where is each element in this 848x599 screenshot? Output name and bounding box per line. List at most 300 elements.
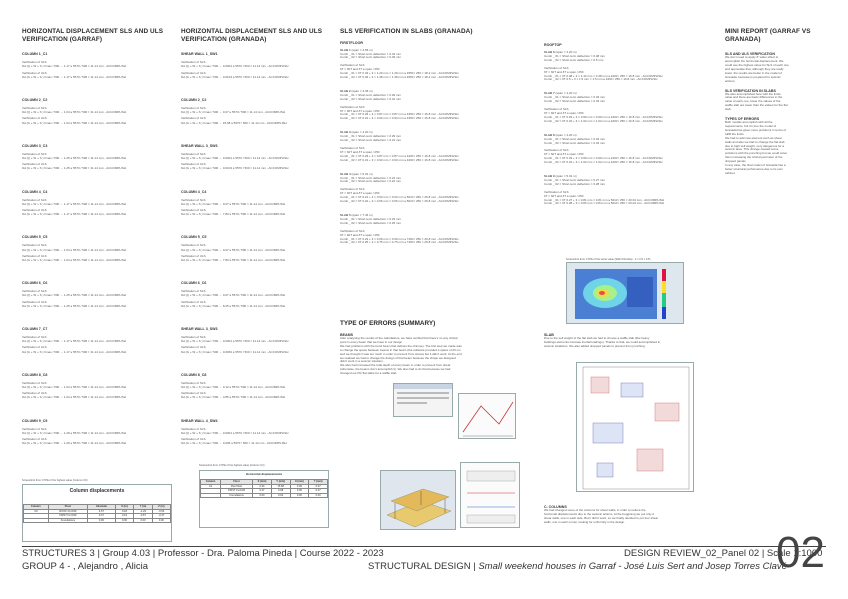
- cype-beam-detail-screenshot: [460, 462, 520, 528]
- sls-formula: δH (Q + W + S ) hmax / 500 → 0.0001 ≤ 5570 / 500 = 11.14 mm - ACCOMPLISH: [181, 64, 289, 69]
- cype-3d-model-screenshot: [380, 470, 456, 530]
- slab-span: (span = 4.20 m): [555, 50, 577, 54]
- deflection-line: Comb _ 02 = Short-term deflection = 0.22 mm: [340, 179, 402, 184]
- uls-label: Verification of ULS: [22, 208, 47, 213]
- uls-label: Verification of ULS: [181, 345, 206, 350]
- table-header-cell: Column: [201, 480, 221, 485]
- verification-line: Comb _ 02 = δT 0.34 + 3 × 1.02 mm = 1.02 mm ≤ 4200 / 250 = 16.8 mm - ACCOMPLISH: [544, 160, 663, 165]
- group-name: COLUMN 2_C2: [22, 98, 48, 102]
- uls-label: Verification of ULS: [181, 162, 206, 167]
- table-cell: 0.18: [115, 509, 134, 514]
- verification-line: Verification of SLS: [340, 187, 365, 192]
- uls-formula: δH (G + W + S ) hmax / 500 → 0.0103 ≤ 5570 / 500 = 11.14 mm - ACCOMPLISH: [181, 74, 289, 79]
- beams-title: BEAMS: [340, 333, 353, 337]
- verification-line: δT = δ0T and δT ≤ span / 250: [340, 232, 380, 237]
- group-name: COLUMN 4_C4: [22, 189, 48, 194]
- report-line: We also accomplished here with the limits: [725, 91, 781, 96]
- verification-line: Verification of SLS: [544, 65, 569, 70]
- table-row: [24, 518, 171, 523]
- verification-line: Comb _ 01 = δT 0.29 + 3 × 0.87 mm = 0.87 mm ≤ 4350 / 250 = 16.8 mm - ACCOMPLISH: [340, 112, 459, 117]
- deflection-line: Comb _ 02 = Short-term deflection = 0.46 mm: [340, 55, 402, 60]
- verification-group: [181, 144, 331, 171]
- slab-span: (span = 5.01 m): [351, 171, 373, 176]
- text-line: we realised we had to change the design of that beam because the shape we designed: [340, 355, 456, 360]
- group-name: COLUMN 5_C5: [22, 235, 48, 240]
- sls-formula: δH (Q + W + S ) hmax / 500 → 1.17 ≤ 5570 / 500 = 11.14 mm - ACCOMPLISH: [22, 64, 127, 69]
- uls-formula: δH (G + W + S ) hmax / 500 → 1.04 ≤ 5570 / 500 = 11.14 mm - ACCOMPLISH: [22, 258, 127, 263]
- slab-verification: [340, 90, 530, 121]
- uls-label: Verification of ULS: [181, 70, 206, 75]
- uls-formula: δH (G + W + S ) hmax / 500 → 3.85 ≤ 5570 / 500 = 11.14 mm - ACCOMPLISH: [181, 395, 286, 400]
- text-line: We had changed some of the columns for shear walls, in order to reduce the: [544, 508, 646, 512]
- verification-line: δT = δ0T and δT ≤ span / 250: [544, 69, 584, 74]
- uls-label: Verification of ULS: [22, 253, 47, 258]
- sls-label: Verification of SLS: [181, 243, 206, 248]
- deflection-line: Comb _ 02 = Short-term deflection = 0.31 mm: [340, 138, 402, 143]
- table-cell: FIRST FLOOR: [48, 514, 87, 519]
- table-cell: 0.06: [290, 484, 309, 489]
- slab-verification: [340, 131, 530, 162]
- verification-line: Comb _ 01 = δT 0.33 + 3 × 0.99 mm = 0.99 mm ≤ 4200 / 250 = 16.8 mm - ACCOMPLISH: [544, 156, 663, 161]
- column-slabs: [340, 28, 530, 245]
- text-line: walls, one in each corner, looking for uniformity in the design.: [544, 519, 626, 524]
- report-section-title: SLS VERIFICATION IN SLABS: [725, 88, 776, 93]
- table-cell: C2: [201, 484, 221, 489]
- table-cell: Roof floor: [221, 484, 253, 489]
- verification-group: [22, 281, 172, 308]
- table-cell: ROOF FLOOR: [48, 509, 87, 514]
- table-cell: Foundations: [221, 493, 253, 498]
- slab-name: SLAB 7: [544, 91, 555, 96]
- verification-group: [181, 327, 331, 354]
- deflection-contour-plot: [567, 263, 684, 324]
- section-title-slabs: SLS VERIFICATION IN SLABS (GRANADA): [340, 28, 473, 35]
- table-header-cell: X (mm): [290, 480, 309, 485]
- table-cell: 0.00: [134, 518, 152, 523]
- sls-formula: δH (Q + W + S ) hmax / 500 → 0.0001 ≤ 5570 / 500 = 11.14 mm - ACCOMPLISH: [181, 156, 289, 161]
- report-line: problems with the punching but we could solve: [725, 151, 788, 156]
- report-line: due to high self weight, very dangerous for a: [725, 143, 785, 148]
- table-cell: 0.07: [309, 484, 328, 489]
- deflection-line: Comb _ 01 = Short-term deflection = 0.23 mm: [340, 216, 402, 221]
- errors-title: TYPE OF ERRORS (SUMMARY): [340, 320, 436, 327]
- group-name: COLUMN 2_C2: [181, 98, 207, 102]
- verification-line: δT = δ0T and δT ≤ span / 250: [340, 149, 380, 154]
- uls-label: Verification of ULS: [22, 345, 47, 350]
- table-header-cell: Y (mm): [271, 480, 290, 485]
- table-header-cell: Floor: [48, 505, 87, 510]
- sls-label: Verification of SLS: [22, 60, 47, 65]
- verification-group: [181, 98, 331, 125]
- verification-line: Comb _ 01 = δT 0.21 + 3 × 0.63 mm = 0.63 mm ≤ 5010 / 250 = 29.8 mm - ACCOMPLISH: [340, 195, 459, 200]
- text-line: point in every beam that we have in our design.: [340, 339, 403, 344]
- verification-line: Verification of SLS: [544, 107, 569, 112]
- sls-formula: δH (Q + W + S ) hmax / 500 → 0.07 ≤ 5570 / 500 = 11.14 mm - ACCOMPLISH: [181, 293, 286, 298]
- report-line: Granada has given more problems in terms of: [725, 127, 787, 132]
- slab-name: SLAB 5: [340, 212, 351, 217]
- deflection-line: Comb _ 01 = Short-term deflection = 0.21 mm: [340, 175, 402, 180]
- sls-formula: δH (Q + W + S ) hmax / 500 → 1.29 ≤ 5570 / 500 = 11.14 mm - ACCOMPLISH: [22, 430, 127, 435]
- verification-line: Comb _ 01 = δT 0.33 + 3 × 0.99 mm = 0.99 mm ≤ 4200 / 250 = 16.8 mm - ACCOMPLISH: [544, 114, 663, 119]
- text-line: We also had increased the total depth of every beam in order to prevent from shear: [340, 363, 451, 368]
- sls-label: Verification of SLS: [22, 380, 47, 385]
- table-cell: -0.54: [152, 509, 170, 514]
- verification-line: Comb _ 02 = δT 0.28 + 3 × 0.84 mm = 0.84 mm ≤ 5010 / 250 = 20.04 mm - ACCOMPLISH: [544, 201, 665, 206]
- verification-group: [22, 327, 172, 354]
- report-line: requirements, but it's true the model of: [725, 123, 777, 128]
- report-section-title: SLS AND ULS VERIFICATION: [725, 52, 775, 57]
- table-header-cell: X (mm): [253, 480, 272, 485]
- uls-formula: δH (G + W + S ) hmax / 500 → 7.80 ≤ 5570 / 500 = 11.14 mm - ACCOMPLISH: [181, 258, 286, 263]
- table-cell: 4.67: [88, 509, 116, 514]
- verification-line: Comb _ 02 = δT 0.31 + 3 × 0.93 mm = 0.93 mm ≤ 4350 / 250 = 16.8 mm - ACCOMPLISH: [340, 116, 459, 121]
- table-cell: 0.06: [290, 489, 309, 494]
- sls-formula: δH (Q + W + S ) hmax / 500 → 0.12 ≤ 5570 / 500 = 11.14 mm - ACCOMPLISH: [181, 385, 286, 390]
- column-displacement-table-screenshot: [22, 484, 172, 542]
- report-section: [725, 52, 831, 83]
- columns-title: C. COLUMNS: [544, 505, 567, 509]
- sls-label: Verification of SLS: [181, 426, 206, 431]
- table-cell: -1.29: [134, 509, 152, 514]
- slab-span: (span = 7.46 m): [351, 212, 373, 217]
- report-line: Granada, because is prepared for seismic: [725, 74, 781, 79]
- verification-line: Comb _ 02 = δT 0.31 + 3 × 0.93 mm = 0.93 mm ≤ 4200 / 250 = 16.8 mm - ACCOMPLISH: [340, 157, 459, 162]
- slab-span: (span = 4.20 m): [351, 130, 373, 135]
- report-line: value and there are basic differences in the: [725, 95, 783, 100]
- table-cell: -0.67: [134, 514, 152, 519]
- text-line: to change the space between beams in that beam (the software provided a space of 20 cm: [340, 347, 461, 352]
- slab-title: SLAB: [544, 333, 554, 337]
- slab-verification: [340, 214, 530, 245]
- sls-label: Verification of SLS: [22, 197, 47, 202]
- slab-span: (span = 5.01 m): [555, 174, 577, 179]
- sls-label: Verification of SLS: [22, 335, 47, 340]
- text-line: shear walls, one in each side. But it didn't work, so we finally decided to put four shear: [544, 515, 659, 520]
- deflection-line: Comb _ 01 = Short-term deflection = 0.29 mm: [340, 92, 402, 97]
- verification-group: [181, 235, 331, 262]
- slab-name: SLAB 6: [544, 50, 555, 54]
- table-title: Horizontal displacements: [245, 472, 283, 476]
- slab-span: (span = 4.35 m): [351, 88, 373, 93]
- footer-project-name: Small weekend houses in Garraf: [478, 561, 616, 572]
- slab-span: (span = 4.20 m): [555, 132, 577, 137]
- table-cell: 0.47: [88, 514, 116, 519]
- sls-formula: δH (Q + W + S ) hmax / 500 → 0.07 ≤ 5570 / 500 = 11.14 mm - ACCOMPLISH: [181, 110, 286, 115]
- group-name: COLUMN 3_C3: [22, 143, 48, 148]
- uls-formula: δH (G + W + S ) hmax / 500 → 1.17 ≤ 5570 / 500 = 11.14 mm - ACCOMPLISH: [22, 74, 127, 79]
- sls-label: Verification of SLS: [22, 243, 47, 248]
- slab-verification: [544, 175, 724, 206]
- table-cell: [201, 493, 221, 498]
- sls-label: Verification of SLS: [181, 335, 206, 340]
- section-title-mini-report: MINI REPORT (GARRAF VS GRANADA): [725, 28, 811, 43]
- deflection-line: Comb _ 02 = Short-term deflection = 0.5 mm: [544, 57, 604, 62]
- group-name: SHEAR WALL 4_SW4: [181, 418, 218, 423]
- slab-verification: [340, 173, 530, 204]
- verification-group: [181, 52, 331, 79]
- slab-verification: [544, 51, 724, 82]
- uls-formula: δH (G + W + S ) hmax / 500 → 8.25 ≤ 5570 / 500 = 11.14 mm - ACCOMPLISH: [181, 303, 286, 308]
- uls-formula: δH (G + W + S ) hmax / 500 → 1.17 ≤ 5570 / 500 = 11.14 mm - ACCOMPLISH: [22, 212, 127, 217]
- sls-label: Verification of SLS: [22, 106, 47, 110]
- verification-group: [22, 144, 172, 171]
- deflection-line: Comb _ 01 = Short-term deflection = 0.33 mm: [544, 136, 606, 141]
- sls-label: Verification of SLS: [181, 289, 206, 294]
- report-line: walls and also we had to change the flat slab: [725, 139, 785, 144]
- report-line: slab.: [725, 107, 732, 112]
- text-line: We had problems with the bend beam that defines the chimney. The first step we made was: [340, 343, 462, 348]
- sls-formula: δH (Q + W + S ) hmax / 500 → 0.07 ≤ 5570 / 500 = 11.14 mm - ACCOMPLISH: [181, 201, 286, 206]
- uls-formula: δH (G + W + S ) hmax / 500 → 0.0103 ≤ 5570 / 500 = 11.14 mm - ACCOMPLISH: [181, 166, 289, 171]
- uls-formula: δH (G + W + S ) hmax / 500 → 0.0063 ≤ 5570 / 500 = 11.14 mm - ACCOMPLISH: [181, 349, 289, 354]
- report-line: actions.: [725, 78, 736, 83]
- table-cell: 0.00: [253, 493, 272, 498]
- group-name: COLUMN 9_C9: [22, 418, 48, 423]
- table-cell: [24, 518, 49, 523]
- sls-label: Verification of SLS: [22, 289, 47, 294]
- verification-group: [22, 52, 172, 79]
- group-name: COLUMN 5_C5: [181, 235, 207, 240]
- verification-line: δT = δ0T and δT ≤ span / 250: [544, 193, 584, 198]
- table-cell: 0.00: [309, 493, 328, 498]
- text-line: horizontal displacements due to the seismic actions. At the beggining we put only 2: [544, 511, 655, 516]
- columns-text: [544, 509, 734, 525]
- sls-formula: δH (Q + W + S ) hmax / 500 → 1.25 ≤ 5570 / 500 = 11.14 mm - ACCOMPLISH: [22, 293, 127, 298]
- uls-label: Verification of ULS: [22, 391, 47, 396]
- uls-label: Verification of ULS: [181, 437, 206, 442]
- sls-label: Verification of SLS: [22, 151, 47, 156]
- table-cell: 0.00: [115, 518, 134, 523]
- uls-label: Verification of ULS: [22, 162, 47, 167]
- uls-formula: δH (G + W + S ) hmax / 500 → 1.25 ≤ 5570 / 500 = 11.14 mm - ACCOMPLISH: [22, 303, 127, 308]
- column2-screenshot-caption: Screenshot from CYPE of the highest value (Column C2): [199, 464, 265, 467]
- sls-formula: δH (Q + W + S ) hmax / 500 → 1.17 ≤ 5570 / 500 = 11.14 mm - ACCOMPLISH: [22, 201, 127, 206]
- horizontal-displacement-table-screenshot: [199, 470, 329, 528]
- verification-line: Comb _ 01 = δT 0.23 + 3 × 0.69 mm = 0.69 mm ≤ 7460 / 250 = 29.8 mm - ACCOMPLISH: [340, 236, 459, 241]
- section-title-granada: HORIZONTAL DISPLACEMENT SLS AND ULS VERIFICATION (GRANADA): [181, 28, 323, 43]
- table-header-cell: Column: [24, 505, 49, 510]
- slab-name: SLAB 8: [544, 132, 555, 137]
- rooftop-screenshot-caption: Screenshot from CYPE of the worst value (Slab 6 Rooftop - 3 × 0.5 × 0.5): [566, 258, 651, 261]
- footer-project-title: [368, 561, 787, 572]
- verification-group: [181, 281, 331, 308]
- table-row: [201, 493, 328, 498]
- deflection-line: Comb _ 02 = Short-term deflection = 0.25 mm: [340, 220, 402, 225]
- slab-span: (span = 4.55 m): [351, 47, 373, 52]
- table-title: Column displacements: [69, 488, 125, 494]
- table-cell: 0.98: [271, 489, 290, 494]
- verification-group: [22, 235, 172, 262]
- cype-beam-view-screenshot: [458, 393, 516, 439]
- uls-label: Verification of ULS: [181, 299, 206, 304]
- verification-group: [22, 373, 172, 400]
- verification-group: [181, 190, 331, 217]
- group-name: COLUMN 7_C7: [22, 327, 48, 332]
- group-name: COLUMN 8_C8: [181, 372, 207, 377]
- verification-group: [181, 419, 331, 446]
- verification-line: Verification of SLS: [340, 104, 365, 109]
- uls-formula: δH (G + W + S ) hmax / 500 → 1.17 ≤ 5570 / 500 = 11.14 mm - ACCOMPLISH: [22, 349, 127, 354]
- report-section-title: TYPES OF ERRORS: [725, 117, 760, 122]
- table-cell: 0.34: [253, 484, 272, 489]
- verification-line: Comb _ 01 = δT 0.27 + 3 × 0.81 mm = 0.81 mm ≤ 5010 / 250 = 20.04 mm - ACCOMPLISH: [544, 197, 665, 202]
- footer-project-architects: - José Luis Sert and Josep Torres Clavé: [618, 561, 787, 572]
- report-line: better structural performance due to its own: [725, 166, 783, 171]
- sls-label: Verification of SLS: [181, 197, 206, 202]
- column-granada: [181, 28, 331, 446]
- report-line: and appreciate that, although they are really: [725, 66, 784, 71]
- table-cell: C9: [24, 509, 49, 514]
- sls-formula: δH (Q + W + S ) hmax / 500 → 1.25 ≤ 5570 / 500 = 11.14 mm - ACCOMPLISH: [22, 156, 127, 161]
- footer-course-info: STRUCTURES 3 | Group 4.03 | Professor - Dra. Paloma Pineda | Course 2022 - 2023: [22, 548, 384, 559]
- report-line: seismic area. This change caused some: [725, 147, 779, 152]
- table-header-cell: X (m): [115, 505, 134, 510]
- verification-line: δT = δ0T and δT ≤ span / 250: [340, 108, 380, 113]
- deflection-line: Comb _ 01 = Short-term deflection = 0.27 mm: [544, 177, 606, 182]
- slab-text: [544, 337, 734, 349]
- column1-screenshot-caption: Screenshot from CYPE of the highest value (Column C9): [22, 479, 88, 482]
- sls-label: Verification of SLS: [181, 60, 206, 65]
- verification-line: Comb _ 01 = δT 0.48 + 3 × 1.44 mm = 0.48 mm ≤ 4200 / 250 = 16.8 mm - ACCOMPLISH: [544, 73, 663, 78]
- verification-line: Comb _ 01 = δT 0.43 + 3 × 1.29 mm = 1.29 mm ≤ 4550 / 250 = 18.2 mm - ACCOMPLISH: [340, 71, 459, 76]
- report-line: fulfill the limits.: [725, 131, 745, 136]
- group-name: COLUMN 1_C1: [22, 52, 48, 57]
- table-header-cell: Y (m): [134, 505, 152, 510]
- verification-line: Comb _ 02 = δT 0.46 + 3 × 1.38 mm = 1.38 mm ≤ 4550 / 250 = 18.2 mm - ACCOMPLISH: [340, 75, 459, 80]
- slab-name: SLAB 9: [544, 174, 555, 179]
- panel-number: 02: [776, 528, 825, 577]
- waffle-slab-plan-screenshot: [576, 362, 694, 492]
- verification-group: [22, 419, 172, 446]
- table-cell: Foundations: [48, 518, 87, 523]
- text-line: changed our RC flat slabs for a waffle slab.: [340, 371, 398, 376]
- text-line: didn't work in a seismic situation.: [340, 359, 384, 364]
- deflection-line: Comb _ 02 = Short-term deflection = 0.34 mm: [544, 140, 606, 145]
- footer-divider: [22, 546, 826, 547]
- group-name: SHEAR WALL 3_SW3: [181, 327, 218, 332]
- slab-verification: [340, 49, 530, 80]
- rooftop-label: ROOFTOP: [544, 43, 562, 47]
- uls-formula: δH (G + W + S ) hmax / 500 → 1.04 ≤ 5570 / 500 = 11.14 mm - ACCOMPLISH: [22, 395, 127, 400]
- section-title-garraf: HORIZONTAL DISPLACEMENT SLS AND ULS VERIFICATION (GARRAF): [22, 28, 164, 43]
- displacement-table: [200, 479, 328, 498]
- report-section: [725, 117, 831, 176]
- uls-label: Verification of ULS: [22, 299, 47, 304]
- table-cell: 0.00: [88, 518, 116, 523]
- verification-line: Verification of SLS: [340, 63, 365, 68]
- report-line: waffle slab are lower than the values for the flat: [725, 103, 788, 108]
- footer-panel-info: DESIGN REVIEW_02_Panel 02 | Scale 1:1000: [624, 548, 823, 559]
- table-header-cell: Y (mm): [309, 480, 328, 485]
- sls-formula: δH (Q + W + S ) hmax / 500 → 0.07 ≤ 5570 / 500 = 11.14 mm - ACCOMPLISH: [181, 247, 286, 252]
- uls-label: Verification of ULS: [181, 391, 206, 396]
- text-line: Due to the self weight of the flat slab we had to choose a waffle slab (like heavy: [544, 336, 650, 340]
- uls-label: Verification of ULS: [22, 116, 47, 121]
- sls-label: Verification of SLS: [181, 380, 206, 385]
- uls-label: Verification of ULS: [22, 437, 47, 442]
- firstfloor-label: FIRSTFLOOR: [340, 40, 363, 45]
- sls-label: Verification of SLS: [22, 426, 47, 431]
- uls-label: Verification of ULS: [181, 208, 206, 213]
- text-line: and we thought it was too much in order to prevent from stress) but it didn't work. At the end: [340, 351, 462, 356]
- deflection-line: Comb _ 02 = Short-term deflection = 0.31 mm: [340, 96, 402, 101]
- sls-formula: δH (Q + W + S ) hmax / 500 → 0.0001 ≤ 5570 / 500 = 11.14 mm - ACCOMPLISH: [181, 430, 289, 435]
- report-line: accomplish the horizontal displacement. We: [725, 59, 784, 64]
- verification-line: Verification of SLS: [340, 228, 365, 233]
- rooftop-deflection-screenshot: [566, 262, 684, 324]
- slab-name: SLAB 4: [340, 171, 351, 176]
- report-line: could see the highest value for SLS of each one: [725, 63, 789, 67]
- table-cell: FIRST FLOOR: [221, 489, 253, 494]
- column-garraf: [22, 28, 172, 446]
- slab-name: SLAB 2: [340, 88, 351, 93]
- text-line: seismic situations. We also added dropped panels to prevent from punching.: [544, 343, 646, 348]
- report-line: lower, the results are better in the model of: [725, 70, 782, 75]
- table-cell: 0.19: [115, 514, 134, 519]
- table-cell: 0.00: [271, 493, 290, 498]
- column-mini-report: [725, 28, 831, 176]
- sls-label: Verification of SLS: [181, 106, 206, 110]
- deflection-line: Comb _ 01 = Short-term deflection = 0.33 mm: [544, 95, 606, 100]
- table-header-cell: Absolute: [88, 505, 116, 510]
- verification-line: Comb _ 02 = δT 0.25 + 3 × 0.75 mm = 0.75 mm ≤ 7460 / 250 = 29.8 mm - ACCOMPLISH: [340, 240, 459, 245]
- slab-span: (span = 4.20 m): [555, 91, 577, 96]
- uls-formula: δH (G + W + S ) hmax / 500 → 7.80 ≤ 5570 / 500 = 11.14 mm - ACCOMPLISH: [181, 212, 286, 217]
- group-name: SHEAR WALL 3_SW3: [181, 143, 218, 148]
- slab-verification: [544, 134, 724, 165]
- uls-formula: δH (G + W + S ) hmax / 500 → 1.04 ≤ 5570 / 500 = 11.14 mm - ACCOMPLISH: [22, 120, 127, 125]
- report-line: cabinet.: [725, 170, 736, 175]
- deflection-line: Comb _ 01 = Short-term deflection = 0.48 mm: [544, 53, 606, 58]
- table-cell: 15.68: [271, 484, 290, 489]
- report-line: We had to add new element such as shear: [725, 135, 782, 140]
- deflection-line: Comb _ 01 = Short-term deflection = 0.43 mm: [340, 51, 402, 56]
- footer-group-members: GROUP 4 - , Alejandro , Alicia: [22, 561, 149, 572]
- uls-label: Verification of ULS: [181, 253, 206, 258]
- deflection-line: Comb _ 02 = Short-term deflection = 0.34 mm: [544, 99, 606, 104]
- sls-formula: δH (Q + W + S ) hmax / 500 → 0.0001 ≤ 5570 / 500 = 11.14 mm - ACCOMPLISH: [181, 339, 289, 344]
- uls-formula: δH (G + W + S ) hmax / 500 → 1.29 ≤ 5570 / 500 = 11.14 mm - ACCOMPLISH: [22, 441, 127, 446]
- verification-group: [181, 373, 331, 400]
- uls-formula: δH (G + W + S ) hmax / 500 → 0.006 ≤ 5570 / 500 = 11.14 mm - ACCOMPLISH: [181, 441, 287, 446]
- text-line: After analysing the results of the calculations, we have verified that there's no any critical: [340, 336, 458, 340]
- cype-error-dialog-screenshot: [393, 383, 453, 417]
- uls-label: Verification of ULS: [181, 116, 206, 121]
- group-name: COLUMN 6_C6: [22, 281, 48, 286]
- report-line: We don't need to apply Z' wider effect to: [725, 55, 779, 60]
- report-line: Both models accomplish with all the: [725, 120, 773, 125]
- report-section: [725, 89, 831, 113]
- table-cell: 0.00: [290, 493, 309, 498]
- column-slabs-rooftop: [544, 41, 724, 206]
- verification-line: Verification of SLS: [544, 148, 569, 153]
- deflection-line: Comb _ 02 = Short-term deflection = 0.28 mm: [544, 181, 606, 186]
- verification-line: Verification of SLS: [340, 146, 365, 150]
- group-name: SHEAR WALL 1_SW1: [181, 52, 218, 57]
- verification-line: δT = δ0T and δT ≤ span / 250: [544, 152, 584, 157]
- verification-line: Comb _ 02 = δT 0.34 + 3 × 1.02 mm = 1.02 mm ≤ 4200 / 250 = 16.8 mm - ACCOMPLISH: [544, 118, 663, 123]
- report-line: value of each one, lower the values of the: [725, 99, 781, 104]
- displacement-table: [23, 504, 171, 523]
- sls-formula: δH (Q + W + S ) hmax / 500 → 1.17 ≤ 5570 / 500 = 11.14 mm - ACCOMPLISH: [22, 339, 127, 344]
- sls-label: Verification of SLS: [181, 151, 206, 156]
- uls-formula: δH (G + W + S ) hmax / 500 → 1.25 ≤ 5570 / 500 = 11.14 mm - ACCOMPLISH: [22, 166, 127, 171]
- slab-verification: [544, 92, 724, 123]
- report-line: them increasing the critical perimeter of the: [725, 155, 783, 160]
- uls-formula: δH (G + W + S ) hmax / 500 → 15.68 ≤ 5570 / 500 = 11.14 mm - ACCOMPLISH: [181, 120, 287, 125]
- verification-line: δT = δ0T and δT ≤ span / 250: [340, 67, 380, 72]
- uls-label: Verification of ULS: [22, 70, 47, 75]
